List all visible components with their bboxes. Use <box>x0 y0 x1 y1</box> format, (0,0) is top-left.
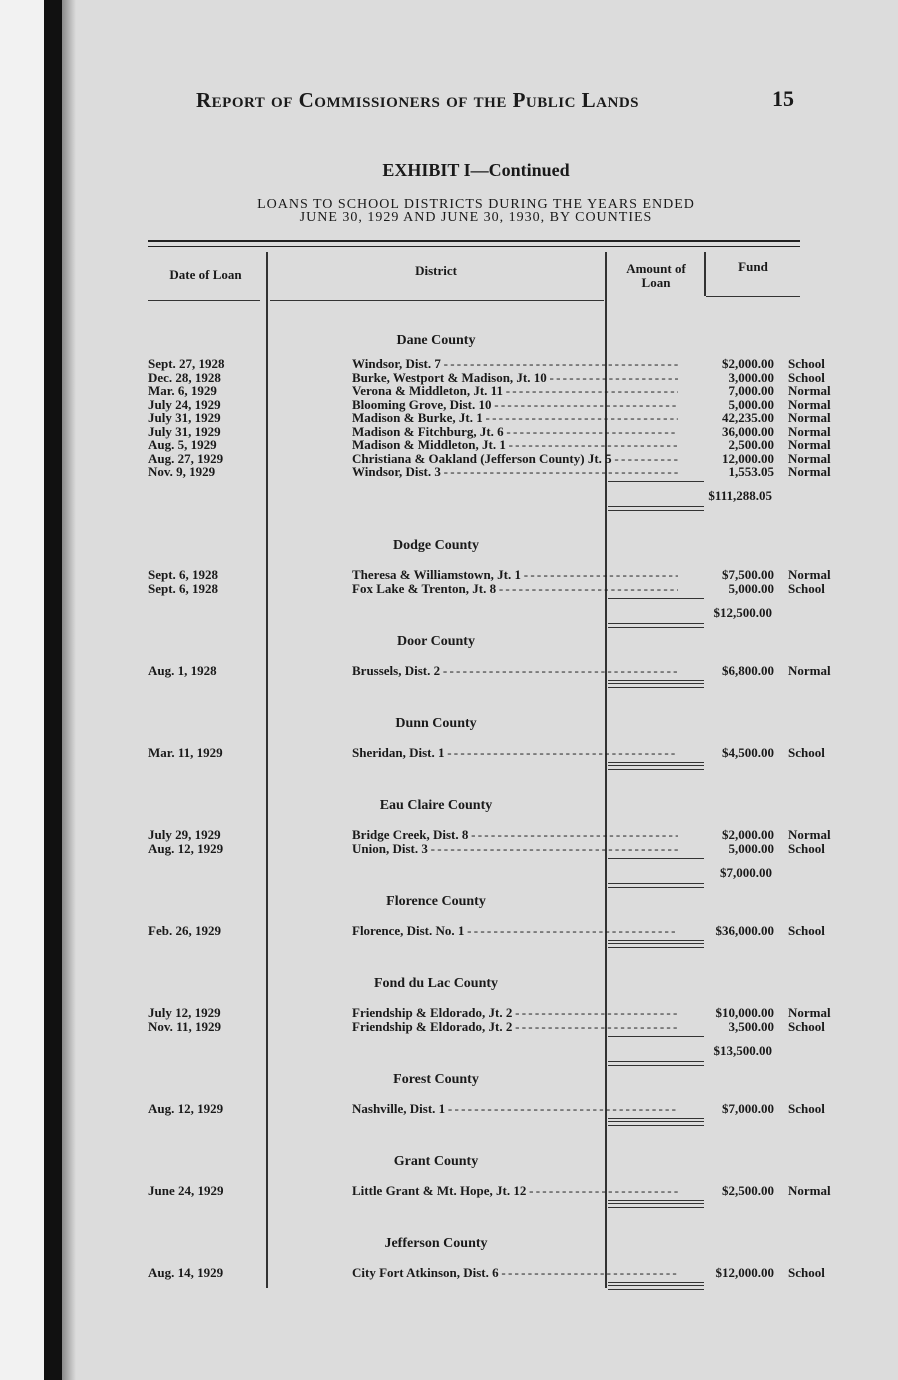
loan-amount: 5,000.00 <box>728 396 774 412</box>
district-name: Nashville, Dist. 1 - - - <box>352 1102 678 1116</box>
exhibit-title: EXHIBIT I—Continued <box>382 160 570 180</box>
amount-subtotal-rule <box>608 762 704 763</box>
column-header-amount <box>608 262 704 290</box>
loan-amount: $2,000.00 <box>722 827 774 842</box>
loan-date: Mar. 6, 1929 <box>148 383 217 398</box>
loan-date: Nov. 11, 1929 <box>148 1018 221 1034</box>
loan-amount: 1,553.05 <box>728 464 774 479</box>
fund-type: School <box>788 580 825 596</box>
total-double-rule <box>608 683 704 688</box>
total-double-rule <box>608 765 704 770</box>
amount-subtotal-rule <box>608 1118 704 1119</box>
fund-type: Normal <box>788 1183 831 1198</box>
table-top-rule <box>148 240 800 247</box>
column-divider-3 <box>704 252 706 296</box>
binding-edge <box>44 0 62 1380</box>
column-header-date: Date of Loan <box>169 267 242 282</box>
county-heading: Florence County <box>386 894 486 909</box>
loan-amount: $12,000.00 <box>715 1265 774 1280</box>
amount-subtotal-rule <box>608 1282 704 1283</box>
fund-type: Normal <box>788 396 831 412</box>
loan-amount: 2,500.00 <box>728 437 774 452</box>
total-double-rule <box>608 883 704 888</box>
district-name: Fox Lake & Trenton, Jt. 8 - - - <box>352 582 678 596</box>
county-heading: Fond du Lac County <box>373 976 499 991</box>
fund-type: Normal <box>788 663 831 678</box>
fund-type: Normal <box>788 827 831 842</box>
loan-date: July 12, 1929 <box>148 1005 221 1020</box>
loan-date: Aug. 5, 1929 <box>148 437 217 452</box>
total-double-rule <box>608 943 704 948</box>
fund-type: School <box>788 1265 825 1280</box>
amount-subtotal-rule <box>608 1200 704 1201</box>
district-name: Little Grant & Mt. Hope, Jt. 12 - - - <box>352 1184 678 1198</box>
loan-date: Aug. 12, 1929 <box>148 1101 224 1116</box>
loan-amount: $4,500.00 <box>722 745 774 760</box>
county-heading: Forest County <box>393 1072 479 1087</box>
county-heading: Eau Claire County <box>379 798 493 813</box>
loan-amount: 3,000.00 <box>728 369 774 385</box>
fund-type: School <box>788 840 825 856</box>
header-underline-date <box>148 300 260 301</box>
table-subtitle <box>76 198 876 224</box>
county-heading: Door County <box>397 634 475 649</box>
loan-amount: 5,000.00 <box>728 840 774 856</box>
loan-date: July 29, 1929 <box>148 827 221 842</box>
district-name: Burke, Westport & Madison, Jt. 10 - - - <box>352 371 678 385</box>
district-name: Brussels, Dist. 2 - - - <box>352 664 678 678</box>
district-name: Madison & Burke, Jt. 1 - - - <box>352 411 678 425</box>
binding-shadow <box>62 0 76 1380</box>
total-double-rule <box>608 1203 704 1208</box>
amount-subtotal-rule <box>608 858 704 859</box>
amount-subtotal-rule <box>608 481 704 482</box>
page-margin-left <box>0 0 44 1380</box>
loan-date: Aug. 1, 1928 <box>148 663 217 678</box>
loan-amount: $7,500.00 <box>722 567 774 582</box>
loan-date: Dec. 28, 1928 <box>148 369 221 385</box>
loan-date: June 24, 1929 <box>148 1183 224 1198</box>
loan-date: Aug. 14, 1929 <box>148 1265 224 1280</box>
loan-date: Feb. 26, 1929 <box>148 923 221 938</box>
total-double-rule <box>608 1061 704 1066</box>
county-total: $12,500.00 <box>713 604 772 620</box>
column-header-district: District <box>415 263 457 278</box>
fund-type: Normal <box>788 450 831 466</box>
district-name: Windsor, Dist. 3 - - - <box>352 465 678 479</box>
subtitle-line-2: JUNE 30, 1929 AND JUNE 30, 1930, BY COUNTIES <box>299 210 653 225</box>
loan-amount: 5,000.00 <box>728 580 774 596</box>
total-double-rule <box>608 1285 704 1290</box>
amount-subtotal-rule <box>608 940 704 941</box>
loan-amount: 3,500.00 <box>728 1018 774 1034</box>
loan-date: July 24, 1929 <box>148 396 221 412</box>
loan-date: Sept. 6, 1928 <box>148 567 219 582</box>
loan-date: Nov. 9, 1929 <box>148 464 216 479</box>
document-page <box>76 0 898 1380</box>
district-name: Madison & Middleton, Jt. 1 - - - <box>352 438 678 452</box>
fund-type: Normal <box>788 464 831 479</box>
fund-type: Normal <box>788 383 831 398</box>
district-name: Christiana & Oakland (Jefferson County) Jt. 5 - - - <box>352 452 678 466</box>
amount-subtotal-rule <box>608 680 704 681</box>
county-heading: Jefferson County <box>384 1236 488 1251</box>
amount-subtotal-rule <box>608 1036 704 1037</box>
loan-amount: $2,500.00 <box>722 1183 774 1198</box>
page-number: 15 <box>772 86 794 111</box>
fund-type: School <box>788 369 825 385</box>
header-underline-district <box>270 300 604 301</box>
loan-date: Sept. 6, 1928 <box>148 580 219 596</box>
subtitle-line-1: LOANS TO SCHOOL DISTRICTS DURING THE YEARS ENDED <box>257 197 695 212</box>
district-name: Friendship & Eldorado, Jt. 2 - - - <box>352 1006 678 1020</box>
loan-date: July 31, 1929 <box>148 410 221 425</box>
fund-type: Normal <box>788 423 831 439</box>
fund-type: Normal <box>788 567 831 582</box>
total-double-rule <box>608 1121 704 1126</box>
district-name: Bridge Creek, Dist. 8 - - - <box>352 828 678 842</box>
fund-type: School <box>788 1018 825 1034</box>
district-name: Union, Dist. 3 - - - <box>352 842 678 856</box>
loan-date: July 31, 1929 <box>148 423 221 439</box>
loan-date: Aug. 12, 1929 <box>148 840 224 856</box>
running-head: Report of Commissioners of the Public Lands <box>196 88 640 112</box>
district-name: Madison & Fitchburg, Jt. 6 - - - <box>352 425 678 439</box>
district-name: Theresa & Williamstown, Jt. 1 - - - <box>352 568 678 582</box>
fund-type: Normal <box>788 437 831 452</box>
district-name: Florence, Dist. No. 1 - - - <box>352 924 678 938</box>
column-header-fund: Fund <box>738 259 768 274</box>
loan-date: Sept. 27, 1928 <box>148 356 225 371</box>
loan-date: Aug. 27, 1929 <box>148 450 224 466</box>
district-name: Friendship & Eldorado, Jt. 2 - - - <box>352 1020 678 1034</box>
fund-type: School <box>788 356 825 371</box>
total-double-rule <box>608 506 704 511</box>
fund-type: Normal <box>788 410 831 425</box>
county-heading: Dodge County <box>393 538 479 553</box>
fund-type: School <box>788 745 825 760</box>
loan-amount: 36,000.00 <box>722 423 774 439</box>
loan-amount: $10,000.00 <box>715 1005 774 1020</box>
county-heading: Dane County <box>396 333 476 348</box>
total-double-rule <box>608 623 704 628</box>
county-heading: Dunn County <box>395 716 477 731</box>
amount-header-line-2: Loan <box>641 275 671 290</box>
header-underline-fund <box>706 296 800 297</box>
county-total: $13,500.00 <box>713 1042 772 1058</box>
district-name: Sheridan, Dist. 1 - - - <box>352 746 678 760</box>
district-name: Windsor, Dist. 7 - - - <box>352 357 678 371</box>
district-name: City Fort Atkinson, Dist. 6 - - - <box>352 1266 678 1280</box>
column-divider-1 <box>266 252 268 1288</box>
fund-type: School <box>788 1101 825 1116</box>
county-total: $7,000.00 <box>720 864 772 880</box>
loan-amount: $6,800.00 <box>722 663 774 678</box>
loan-amount: $36,000.00 <box>715 923 774 938</box>
amount-subtotal-rule <box>608 598 704 599</box>
fund-type: Normal <box>788 1005 831 1020</box>
district-name: Blooming Grove, Dist. 10 - - - <box>352 398 678 412</box>
loan-amount: 7,000.00 <box>728 383 774 398</box>
loan-amount: 42,235.00 <box>722 410 774 425</box>
county-heading: Grant County <box>393 1154 479 1169</box>
county-total: $111,288.05 <box>708 488 772 503</box>
loan-amount: 12,000.00 <box>722 450 774 466</box>
amount-header-line-1: Amount of <box>626 261 686 276</box>
district-name: Verona & Middleton, Jt. 11 - - - <box>352 384 678 398</box>
loan-date: Mar. 11, 1929 <box>148 745 223 760</box>
loan-amount: $2,000.00 <box>722 356 774 371</box>
fund-type: School <box>788 923 825 938</box>
loan-amount: $7,000.00 <box>722 1101 774 1116</box>
